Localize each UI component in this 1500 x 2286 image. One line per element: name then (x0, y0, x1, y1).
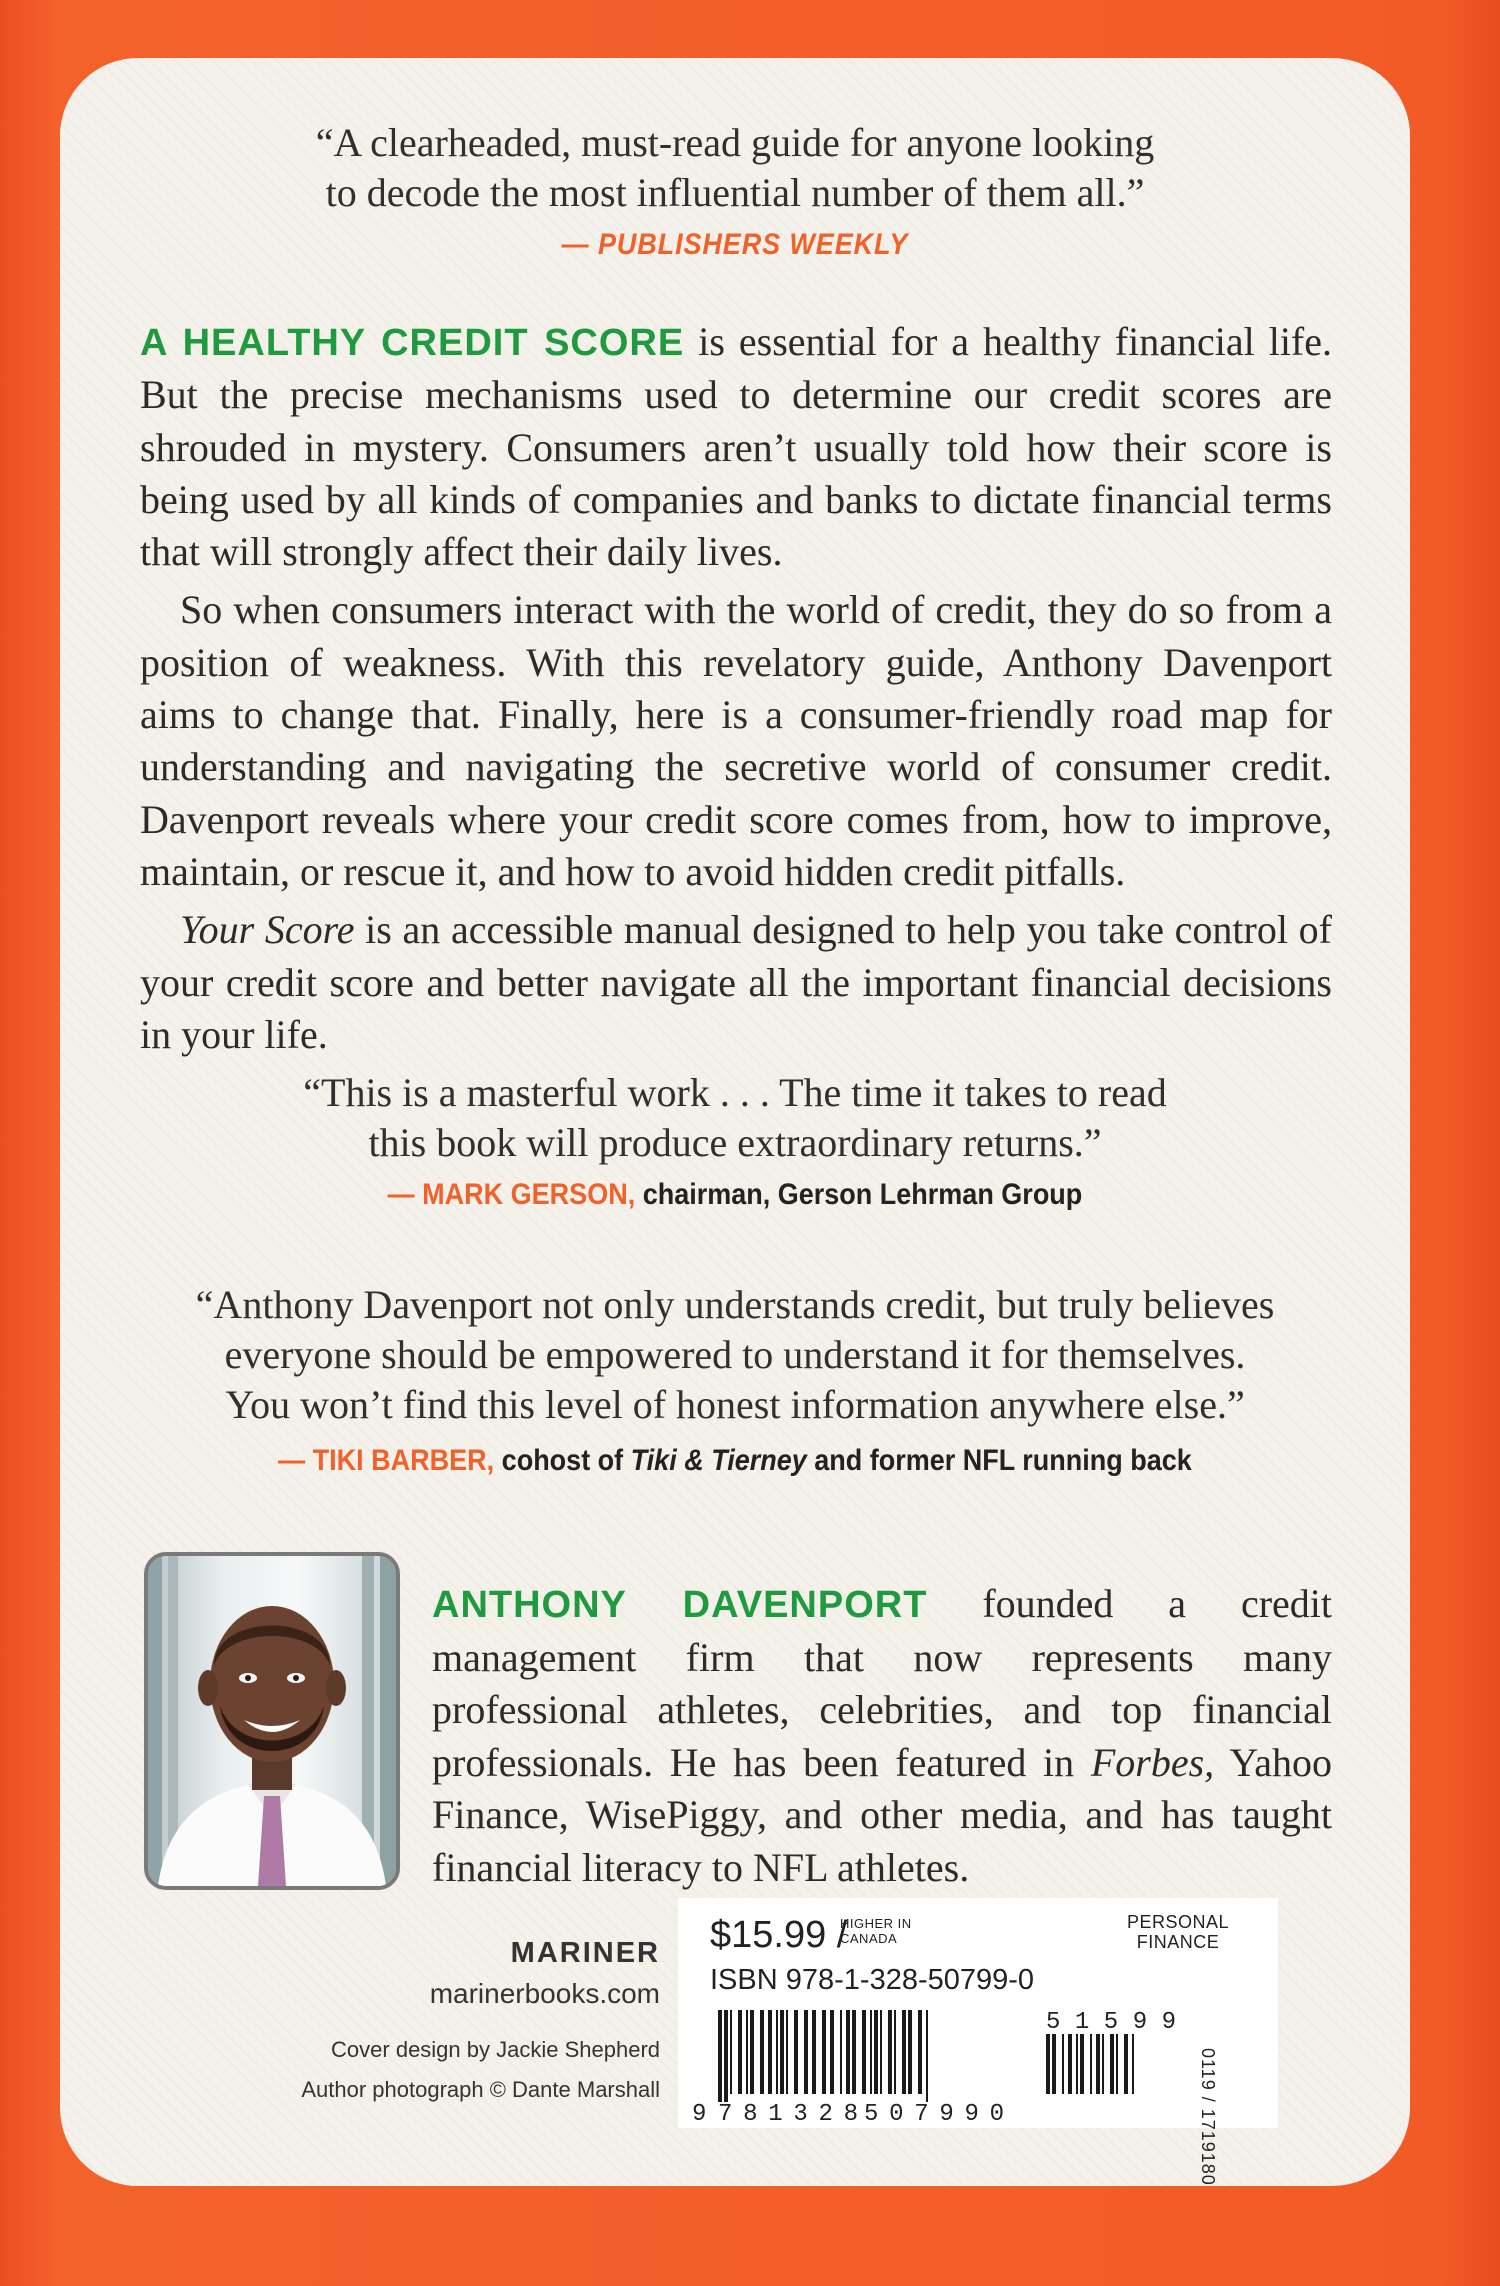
price-note-line: HIGHER IN (840, 1916, 912, 1931)
barcode-bar (1132, 2034, 1134, 2094)
author-photo (144, 1552, 400, 1890)
barcode-bar (908, 2010, 912, 2094)
cover-credit: Cover design by Jackie Shepherd (331, 2037, 660, 2062)
bio-text: Yahoo Finance, WisePiggy, and other media, and has taught financial literacy to NFL athletes. (432, 1739, 1333, 1890)
barcode-bar (760, 2010, 764, 2094)
author-bio (432, 1578, 1332, 1894)
barcode-bar (852, 2010, 856, 2094)
barcode-bar (804, 2010, 808, 2094)
media-outlet: Forbes, (1090, 1739, 1215, 1785)
publisher-name: MARINER (510, 1937, 660, 1969)
barcode-bar (1124, 2034, 1128, 2094)
photo-credit: Author photograph © Dante Marshall (301, 2077, 660, 2102)
barcode-bar (776, 2010, 778, 2094)
review-quote-tiki-barber (160, 1280, 1310, 1430)
barcode-bar (738, 2010, 742, 2094)
price-value: $15.99 (710, 1914, 827, 1956)
quote-attribution (272, 1178, 1199, 1212)
barcode-bar (1090, 2034, 1092, 2094)
barcode-bar (1110, 2034, 1114, 2094)
barcode-bar (840, 2010, 842, 2094)
barcode-bar (724, 2010, 728, 2102)
barcode-right-digits: 507990 (864, 2101, 1004, 2128)
isbn-barcode (678, 1898, 1278, 2128)
quote-line: to decode the most influential number of them all.” (325, 170, 1145, 215)
barcode-bar (780, 2010, 784, 2094)
author-portrait-illustration (148, 1556, 396, 1886)
barcode-bar (880, 2010, 882, 2094)
barcode-bar (862, 2010, 866, 2094)
barcode-first-digit: 9 (692, 2101, 707, 2128)
barcode-bar (718, 2010, 722, 2102)
barcode-bar (1052, 2034, 1056, 2094)
category-line: FINANCE (1136, 1932, 1220, 1952)
quote-line: everyone should be empowered to understand it for themselves. (224, 1332, 1246, 1377)
publisher-block (180, 1934, 660, 2110)
barcode-bar (1096, 2034, 1100, 2094)
barcode-bar (750, 2010, 754, 2094)
barcode-bar (894, 2010, 896, 2094)
content-panel (60, 58, 1410, 2186)
quote-line: “A clearheaded, must-read guide for anyone looking (315, 120, 1155, 165)
barcode-bar (926, 2010, 928, 2102)
review-quote-publishers-weekly (240, 118, 1230, 218)
reviewer-role: and former NFL running back (806, 1444, 1192, 1477)
barcode-bar (746, 2010, 748, 2094)
publisher-url: marinerbooks.com (429, 1978, 660, 2009)
category-line: PERSONAL (1126, 1912, 1230, 1932)
price-note-line: CANADA (840, 1931, 898, 1946)
review-quote-mark-gerson (220, 1068, 1250, 1168)
ean-bars (718, 2010, 928, 2102)
book-description (140, 316, 1332, 1061)
barcode-bar (874, 2010, 878, 2094)
quote-line: this book will produce extraordinary returns.” (368, 1120, 1102, 1165)
barcode-bar (1080, 2034, 1084, 2094)
quote-attribution (182, 1444, 1289, 1478)
price-slash: / (836, 1914, 848, 1956)
barcode-bar (1062, 2034, 1064, 2094)
quote-line: “This is a masterful work . . . The time it takes to read (303, 1070, 1167, 1115)
book-title: Your Score (180, 907, 355, 953)
description-paragraph-1 (140, 316, 1332, 578)
description-paragraph-3 (140, 904, 1332, 1061)
reviewer-role: cohost of (494, 1444, 631, 1477)
barcode-bar (902, 2010, 906, 2094)
barcode-bar (918, 2010, 922, 2094)
description-text: is essential for a healthy financial life. But the precise mechanisms used to determine our credit scores are shrouded in mystery. Consumers aren’t usually told how their score is being used by all kinds of companies and banks to dictate financial terms that will strongly affect their daily lives. (140, 319, 1333, 575)
barcode-bar (1116, 2034, 1118, 2094)
addon-digits: 51599 (1046, 2009, 1176, 2036)
show-title: Tiki & Tierney (630, 1444, 807, 1477)
reviewer-role: chairman, Gerson Lehrman Group (635, 1178, 1083, 1211)
reviewer-name: — MARK GERSON, (387, 1178, 636, 1211)
barcode-bar (888, 2010, 892, 2094)
barcode-bar (1076, 2034, 1078, 2094)
description-paragraph-2: So when consumers interact with the world of credit, they do so from a position of weakness. With this revelatory guide, Anthony Davenport aims to change that. Finally, here is a consumer-friendly road map for understanding and navigating the secretive world of consumer credit. Davenport reveals where your credit score comes from, how to improve, maintain, or rescue it, and how to avoid hidden credit pitfalls. (140, 587, 1332, 894)
addon-bars (1046, 2034, 1134, 2094)
barcode-left-digits: 781328 (718, 2101, 858, 2128)
quote-line: You won’t find this level of honest information anywhere else.” (225, 1382, 1245, 1427)
inventory-code: 0119 / 1719180 (1198, 2048, 1218, 2186)
barcode-panel (678, 1898, 1278, 2186)
quote-attribution: — PUBLISHERS WEEKLY (561, 228, 909, 261)
barcode-bar (830, 2010, 834, 2094)
bio-text: founded a credit management firm that now represents many professional athletes, celebrities, and top financial professionals. He has been featured in (432, 1581, 1332, 1785)
isbn-number: ISBN 978-1-328-50799-0 (710, 1964, 1035, 1996)
quote-line: “Anthony Davenport not only understands credit, but truly believes (195, 1282, 1275, 1327)
barcode-bar (794, 2010, 798, 2094)
barcode-bar (1102, 2034, 1104, 2094)
author-name: ANTHONY DAVENPORT (432, 1584, 928, 1626)
barcode-bar (822, 2010, 826, 2094)
description-kicker: A HEALTHY CREDIT SCORE (140, 322, 685, 364)
barcode-bar (768, 2010, 772, 2094)
barcode-bar (870, 2010, 872, 2094)
barcode-bar (730, 2010, 732, 2094)
barcode-bar (812, 2010, 816, 2094)
reviewer-name: — TIKI BARBER, (278, 1444, 495, 1477)
barcode-bar (1068, 2034, 1072, 2094)
barcode-bar (1046, 2034, 1050, 2094)
barcode-bar (786, 2010, 788, 2094)
description-text: is an accessible manual designed to help you take control of your credit score and better navigate all the important financial decisions in your life. (140, 907, 1332, 1057)
barcode-bar (846, 2010, 850, 2094)
